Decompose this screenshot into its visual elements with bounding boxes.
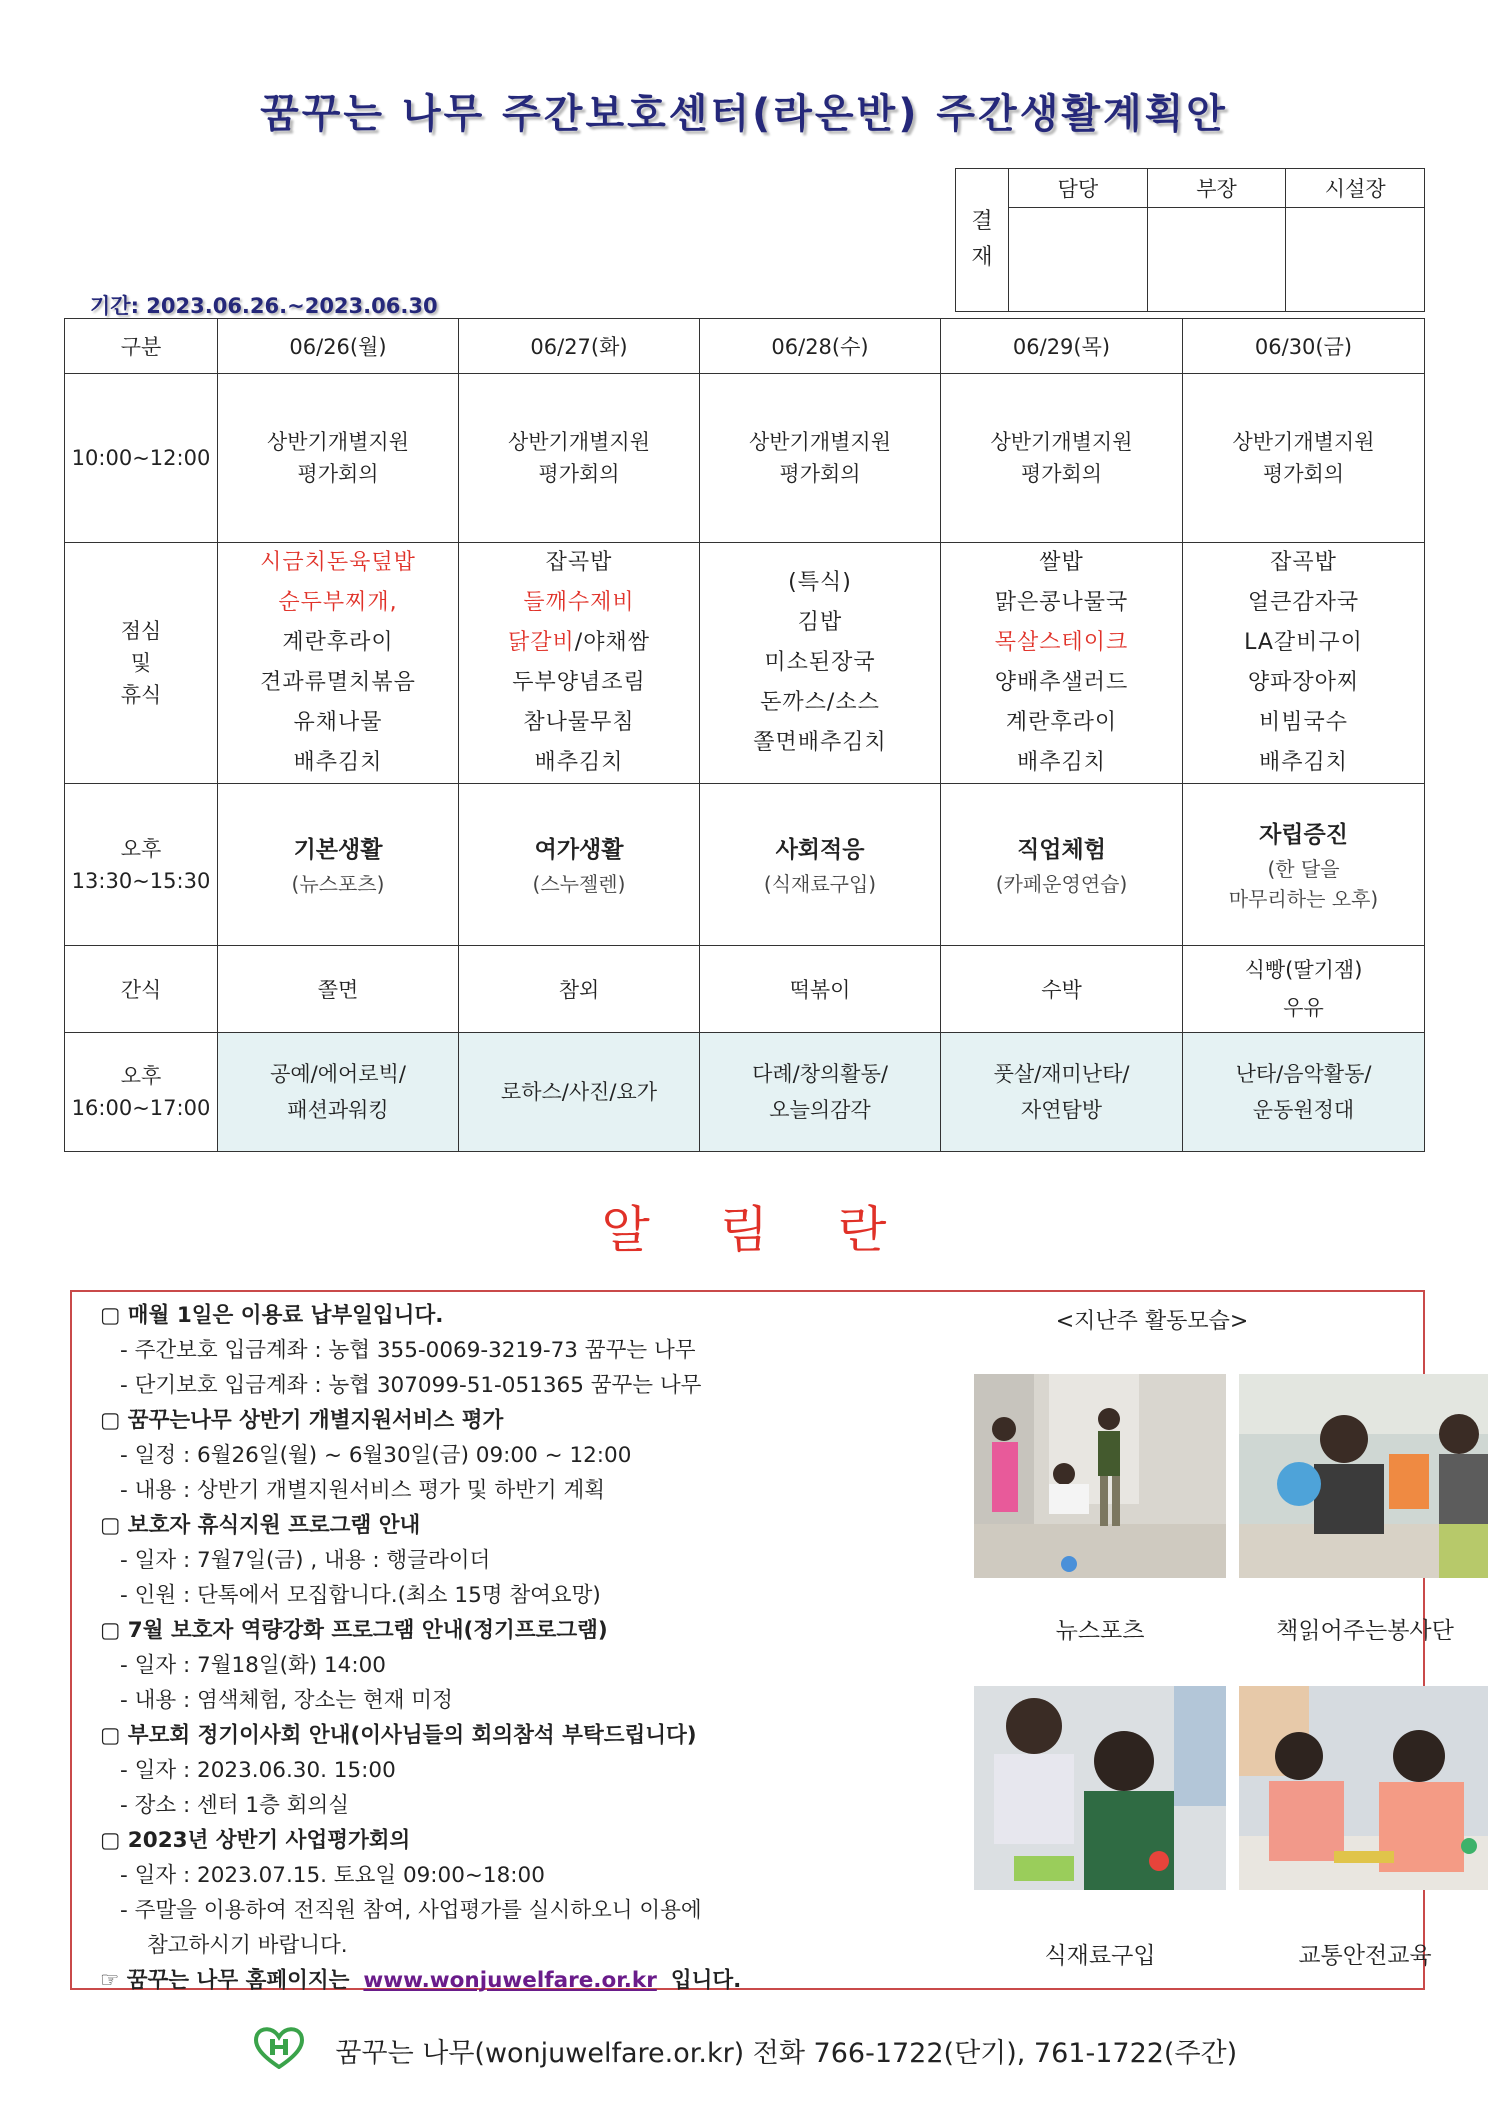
notice-item: ▢ 꿈꾸는나무 상반기 개별지원서비스 평가 [100, 1408, 504, 1433]
activity-cell [1183, 1033, 1425, 1152]
row-label-line: 및 [130, 651, 152, 675]
row-label [65, 1033, 218, 1152]
notice-item: ▢ 7월 보호자 역량강화 프로그램 안내(정기프로그램) [100, 1618, 608, 1643]
cell-line: 로하스/사진/요가 [500, 1080, 658, 1104]
notice-detail: - 일자 : 2023.07.15. 토요일 09:00~18:00 [120, 1863, 545, 1888]
approval-col-header: 부장 [1148, 169, 1286, 208]
menu-item: 들깨수제비 [523, 590, 635, 615]
menu-item: 유채나물 [293, 710, 383, 735]
notice-detail: 참고하시기 바랍니다. [147, 1933, 348, 1958]
homepage-line [100, 1963, 900, 1998]
row-label [65, 784, 218, 946]
cell-line: 우유 [1283, 996, 1324, 1020]
row-label-line: 오후 [120, 836, 162, 861]
morning-cell [218, 374, 459, 543]
menu-item: 닭갈비/야채쌈 [508, 630, 650, 655]
morning-row [65, 374, 1425, 543]
notice-detail: - 일정 : 6월26일(월) ~ 6월30일(금) 09:00 ~ 12:00 [120, 1443, 632, 1468]
signature-slot [1148, 208, 1286, 311]
morning-cell [941, 374, 1183, 543]
weekly-schedule-table [64, 318, 1425, 1152]
day-header: 06/28(수) [700, 319, 941, 374]
program-title: 직업체험 [1017, 836, 1106, 863]
notice-item: ▢ 매월 1일은 이용료 납부일입니다. [100, 1303, 444, 1328]
snack-row [65, 946, 1425, 1033]
signature-slot [1009, 208, 1147, 311]
menu-item: 목살스테이크 [994, 630, 1129, 655]
program-cell [1183, 784, 1425, 946]
approval-col-head [1286, 169, 1424, 311]
cell-line: 평가회의 [1020, 462, 1103, 486]
day-header: 06/29(목) [941, 319, 1183, 374]
cell-line: 식빵(딸기잼) [1244, 958, 1363, 982]
approval-box [955, 168, 1425, 312]
lunch-menu-cell [1183, 543, 1425, 784]
menu-item: 견과류멸치볶음 [260, 670, 416, 695]
photos-heading: <지난주 활동모습> [1055, 1309, 1249, 1334]
footer-contact: 꿈꾸는 나무(wonjuwelfare.or.kr) 전화 766-1722(단기), 761-1722(주간) [335, 2038, 1238, 2069]
page-title: 꿈꾸는 나무 주간보호센터(라온반) 주간생활계획안 [260, 91, 1228, 137]
signature-slot [1286, 208, 1424, 311]
menu-item: 배추김치 [1016, 750, 1106, 775]
menu-item: 양배추샐러드 [994, 670, 1129, 695]
program-title: 사회적응 [775, 836, 865, 863]
photo-volunteer-reading [1239, 1374, 1488, 1578]
menu-item: 잡곡밥 [1270, 550, 1337, 575]
notice-detail: - 내용 : 염색체험, 장소는 현재 미정 [120, 1688, 453, 1713]
notice-detail: - 내용 : 상반기 개별지원서비스 평가 및 하반기 계획 [120, 1478, 606, 1503]
program-sub: (한 달을 [1267, 856, 1340, 881]
notice-detail: - 주간보호 입금계좌 : 농협 355-0069-3219-73 꿈꾸는 나무 [120, 1338, 696, 1363]
menu-item: 돈까스/소스 [760, 690, 880, 715]
header-label: 구분 [65, 319, 218, 374]
tree-logo-icon [251, 2025, 307, 2076]
approval-side-label-1: 결 [971, 209, 993, 234]
program-sub: (카페운영연습) [995, 871, 1128, 896]
morning-cell [1183, 374, 1425, 543]
notice-detail: - 인원 : 단톡에서 모집합니다.(최소 15명 참여요망) [120, 1583, 601, 1608]
row-label: 간식 [65, 946, 218, 1033]
notice-item: ▢ 보호자 휴식지원 프로그램 안내 [100, 1513, 421, 1538]
row-label-line: 13:30~15:30 [71, 868, 211, 893]
notice-heading: 알림란 [601, 1201, 957, 1259]
morning-cell [700, 374, 941, 543]
menu-item: 맑은콩나물국 [994, 590, 1129, 615]
menu-item: 참나물무침 [523, 710, 635, 735]
cell-line: 평가회의 [538, 462, 620, 486]
lunch-menu-cell [700, 543, 941, 784]
menu-item: 배추김치 [534, 750, 624, 775]
menu-item: (특식) [788, 570, 852, 595]
photo-caption: 책읽어주는봉사단 [1276, 1618, 1454, 1644]
menu-item: 잡곡밥 [545, 550, 613, 575]
menu-item: 얼큰감자국 [1247, 590, 1360, 615]
lunch-menu-cell [459, 543, 700, 784]
snack-cell: 참외 [459, 946, 700, 1033]
row-label [65, 543, 218, 784]
approval-col-manager [1009, 169, 1148, 311]
day-header: 06/30(금) [1183, 319, 1425, 374]
photo-traffic-safety [1239, 1686, 1488, 1890]
menu-item: 비빔국수 [1258, 710, 1348, 735]
menu-item: 순두부찌개, [278, 590, 398, 615]
program-cell [941, 784, 1183, 946]
cell-line: 평가회의 [297, 462, 379, 486]
program-title: 여가생활 [534, 836, 624, 863]
header-row [65, 319, 1425, 374]
cell-line: 자연탐방 [1020, 1098, 1103, 1122]
activity-cell [700, 1033, 941, 1152]
menu-item: 시금치돈육덮밥 [260, 550, 416, 575]
cell-line: 평가회의 [1262, 462, 1345, 486]
cell-line: 상반기개별지원 [748, 430, 891, 454]
cell-line: 상반기개별지원 [266, 430, 409, 454]
menu-item: 쌀밥 [1039, 550, 1084, 575]
notice-list [100, 1298, 900, 1998]
notice-detail: - 일자 : 2023.06.30. 15:00 [120, 1758, 396, 1783]
notice-detail: - 일자 : 7월7일(금) , 내용 : 행글라이더 [120, 1548, 491, 1573]
lunch-menu-cell [941, 543, 1183, 784]
program-sub: (스누젤렌) [532, 871, 626, 896]
snack-cell: 떡볶이 [700, 946, 941, 1033]
photo-news-sports [974, 1374, 1226, 1578]
morning-cell [459, 374, 700, 543]
menu-item: 계란후라이 [1005, 710, 1118, 735]
activity-cell [941, 1033, 1183, 1152]
notice-box [70, 1290, 1454, 1993]
activity-cell [459, 1033, 700, 1152]
lunch-menu-cell [218, 543, 459, 784]
snack-cell: 쫄면 [218, 946, 459, 1033]
program-sub: (뉴스포츠) [291, 871, 385, 896]
menu-item: 미소된장국 [764, 650, 876, 675]
menu-item: 양파장아찌 [1247, 670, 1360, 695]
approval-col-director [1148, 169, 1287, 311]
notice-detail: - 장소 : 센터 1층 회의실 [120, 1793, 350, 1818]
notice-detail: - 주말을 이용하여 전직원 참여, 사업평가를 실시하오니 이용에 [120, 1898, 702, 1923]
program-title: 기본생활 [293, 836, 383, 863]
homepage-prefix: ☞ 꿈꾸는 나무 홈페이지는 [100, 1968, 350, 1993]
cell-line: 평가회의 [779, 462, 861, 486]
cell-line: 난타/음악활동/ [1235, 1062, 1372, 1086]
row-label-line: 오후 [120, 1064, 162, 1088]
period-label: 기간: 2023.06.26.~2023.06.30 [90, 294, 438, 318]
cell-line: 상반기개별지원 [990, 430, 1133, 454]
notice-item: ▢ 2023년 상반기 사업평가회의 [100, 1828, 411, 1853]
row-label-line: 휴식 [120, 683, 162, 707]
photo-caption: 식재료구입 [1044, 1943, 1156, 1969]
snack-cell: 수박 [941, 946, 1183, 1033]
cell-line: 패션과워킹 [287, 1098, 389, 1122]
day-header: 06/27(화) [459, 319, 700, 374]
menu-item: 배추김치 [293, 750, 383, 775]
row-label: 10:00~12:00 [65, 374, 218, 543]
menu-item: 계란후라이 [282, 630, 394, 655]
row-label-line: 16:00~17:00 [71, 1096, 211, 1120]
day-header: 06/26(월) [218, 319, 459, 374]
program-cell [218, 784, 459, 946]
photo-grocery-shopping [974, 1686, 1226, 1890]
program-sub: (식재료구입) [763, 871, 877, 896]
notice-detail: - 단기보호 입금계좌 : 농협 307099-51-051365 꿈꾸는 나무 [120, 1373, 702, 1398]
notice-item: ▢ 부모회 정기이사회 안내(이사님들의 회의참석 부탁드립니다) [100, 1723, 697, 1748]
menu-item: LA갈비구이 [1244, 630, 1363, 655]
approval-col-header: 담당 [1009, 169, 1147, 208]
row-label-line: 점심 [120, 619, 162, 643]
approval-col-header: 시설장 [1286, 169, 1424, 208]
footer [0, 2025, 1488, 2076]
program-title: 자립증진 [1259, 821, 1348, 848]
activity-cell [218, 1033, 459, 1152]
activity-photos [902, 1292, 1454, 1992]
menu-item: 김밥 [797, 610, 843, 635]
cell-line: 다례/창의활동/ [752, 1062, 888, 1086]
cell-line: 운동원정대 [1252, 1098, 1355, 1122]
approval-side-label-2: 재 [971, 245, 993, 270]
homepage-link[interactable]: www.wonjuwelfare.or.kr [363, 1968, 657, 1993]
afternoon1-row [65, 784, 1425, 946]
program-cell [700, 784, 941, 946]
program-cell [459, 784, 700, 946]
menu-item: 배추김치 [1258, 750, 1348, 775]
notice-detail: - 일자 : 7월18일(화) 14:00 [120, 1653, 386, 1678]
photo-caption: 교통안전교육 [1298, 1943, 1432, 1969]
homepage-suffix: 입니다. [670, 1968, 742, 1993]
snack-cell [1183, 946, 1425, 1033]
afternoon2-row [65, 1033, 1425, 1152]
menu-item: 두부양념조림 [512, 670, 646, 695]
cell-line: 풋살/재미난타/ [993, 1062, 1130, 1086]
cell-line: 상반기개별지원 [507, 430, 650, 454]
menu-item: 쫄면배추김치 [753, 730, 887, 755]
lunch-row [65, 543, 1425, 784]
photo-caption: 뉴스포츠 [1055, 1618, 1145, 1644]
approval-side-label [956, 169, 1009, 311]
cell-line: 공예/에어로빅/ [270, 1062, 406, 1086]
cell-line: 상반기개별지원 [1232, 430, 1375, 454]
program-sub: 마무리하는 오후) [1228, 886, 1379, 911]
cell-line: 오늘의감각 [769, 1098, 871, 1122]
